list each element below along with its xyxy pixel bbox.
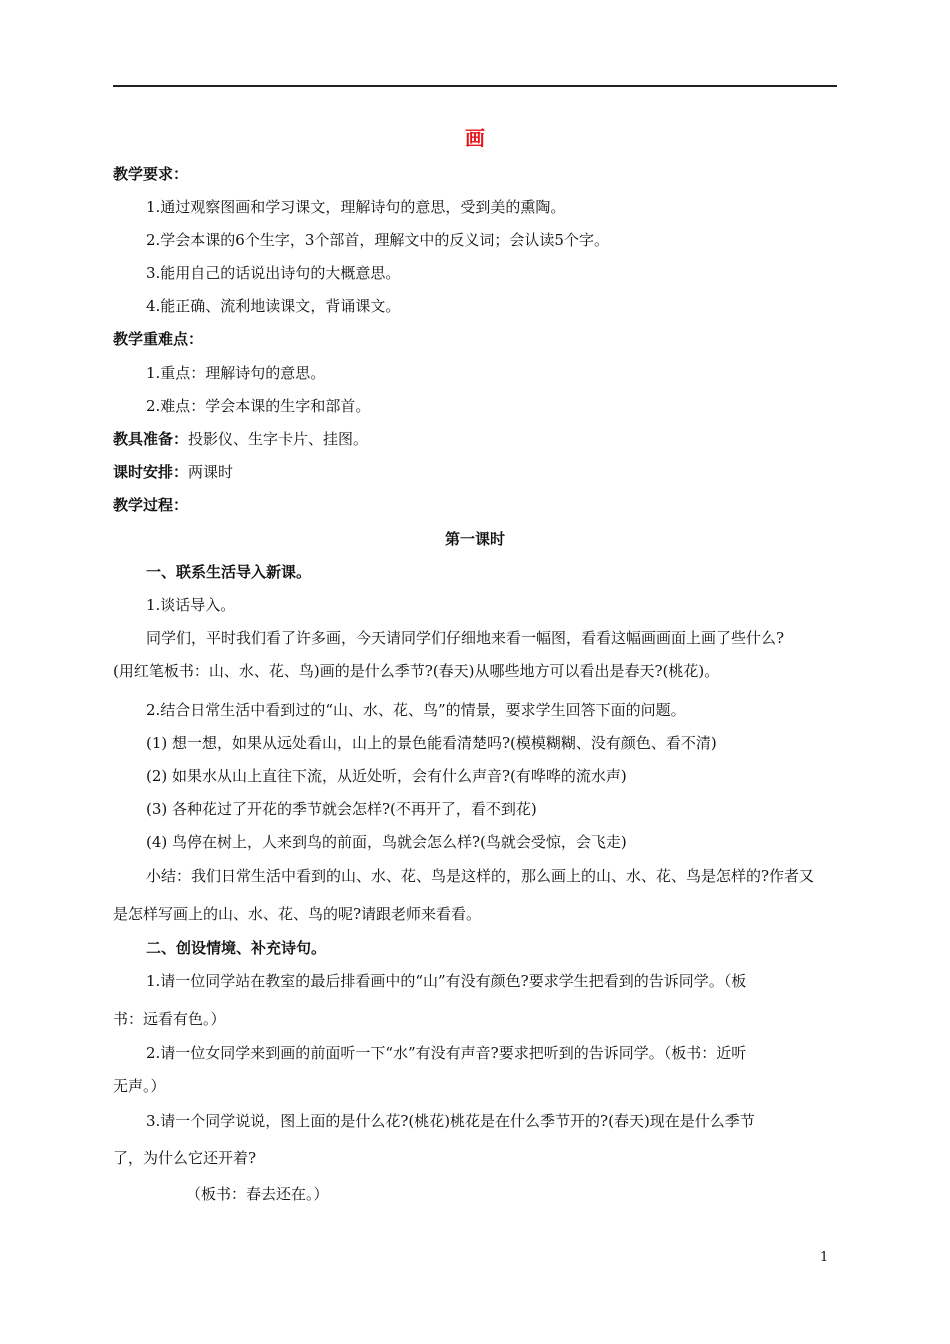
tools-line	[113, 429, 843, 449]
section2-item-line: 无声。）	[113, 1077, 166, 1095]
section1-item2: 2.结合日常生活中看到过的“山、水、花、鸟”的情景，要求学生回答下面的问题。	[146, 701, 686, 719]
header-rule	[113, 85, 837, 87]
summary-line: 是怎样写画上的山、水、花、鸟的呢?请跟老师来看看。	[113, 905, 482, 923]
requirement-item: 3.能用自己的话说出诗句的大概意思。	[146, 264, 401, 282]
difficulty-item: 2.难点：学会本课的生字和部首。	[146, 397, 371, 415]
schedule-value: 两课时	[188, 463, 234, 481]
board-note: （板书：春去还在。）	[186, 1185, 329, 1203]
section2-item-line: 了，为什么它还开着?	[113, 1149, 257, 1167]
difficulty-heading: 教学重难点：	[113, 330, 204, 348]
summary-line: 小结：我们日常生活中看到的山、水、花、鸟是这样的，那么画上的山、水、花、鸟是怎样的?作者又	[146, 867, 815, 885]
question-item: (2) 如果水从山上直往下流，从近处听，会有什么声音?(有哗哗的流水声)	[146, 767, 627, 785]
section2-item-line: 书：远看有色。）	[113, 1010, 226, 1028]
document-title: 画	[465, 126, 485, 150]
section1-paragraph-line: (用红笔板书：山、水、花、鸟)画的是什么季节?(春天)从哪些地方可以看出是春天?(桃花)。	[113, 662, 720, 680]
requirement-item: 4.能正确、流利地读课文，背诵课文。	[146, 297, 401, 315]
schedule-line	[113, 462, 843, 482]
tools-label: 教具准备：	[113, 430, 189, 448]
section2-heading: 二、创设情境、补充诗句。	[146, 939, 327, 957]
schedule-label: 课时安排：	[113, 463, 189, 481]
section1-heading: 一、联系生活导入新课。	[146, 563, 312, 581]
page-number: 1	[820, 1250, 829, 1265]
tools-value: 投影仪、生字卡片、挂图。	[188, 430, 369, 448]
section1-paragraph-line: 同学们，平时我们看了许多画，今天请同学们仔细地来看一幅图，看看这幅画画面上画了些什么?	[146, 629, 785, 647]
section2-item-line: 1.请一位同学站在教室的最后排看画中的“山”有没有颜色?要求学生把看到的告诉同学。（板	[146, 972, 747, 990]
question-item: (4) 鸟停在树上，人来到鸟的前面，鸟就会怎么样?(鸟就会受惊，会飞走)	[146, 833, 627, 851]
section2-item-line: 2.请一位女同学来到画的前面听一下“水”有没有声音?要求把听到的告诉同学。（板书：近听	[146, 1044, 747, 1062]
requirement-item: 1.通过观察图画和学习课文，理解诗句的意思，受到美的熏陶。	[146, 198, 566, 216]
requirements-heading: 教学要求：	[113, 165, 189, 183]
difficulty-item: 1.重点：理解诗句的意思。	[146, 364, 326, 382]
section1-item1: 1.谈话导入。	[146, 596, 236, 614]
lesson-title: 第一课时	[444, 530, 505, 548]
requirement-item: 2.学会本课的6个生字，3个部首，理解文中的反义词；会认读5个字。	[146, 231, 609, 249]
question-item: (1) 想一想，如果从远处看山，山上的景色能看清楚吗?(模模糊糊、没有颜色、看不清)	[146, 734, 717, 752]
section2-item-line: 3.请一个同学说说，图上面的是什么花?(桃花)桃花是在什么季节开的?(春天)现在是什么季节	[146, 1112, 755, 1130]
question-item: (3) 各种花过了开花的季节就会怎样?(不再开了，看不到花)	[146, 800, 537, 818]
process-heading: 教学过程：	[113, 496, 189, 514]
